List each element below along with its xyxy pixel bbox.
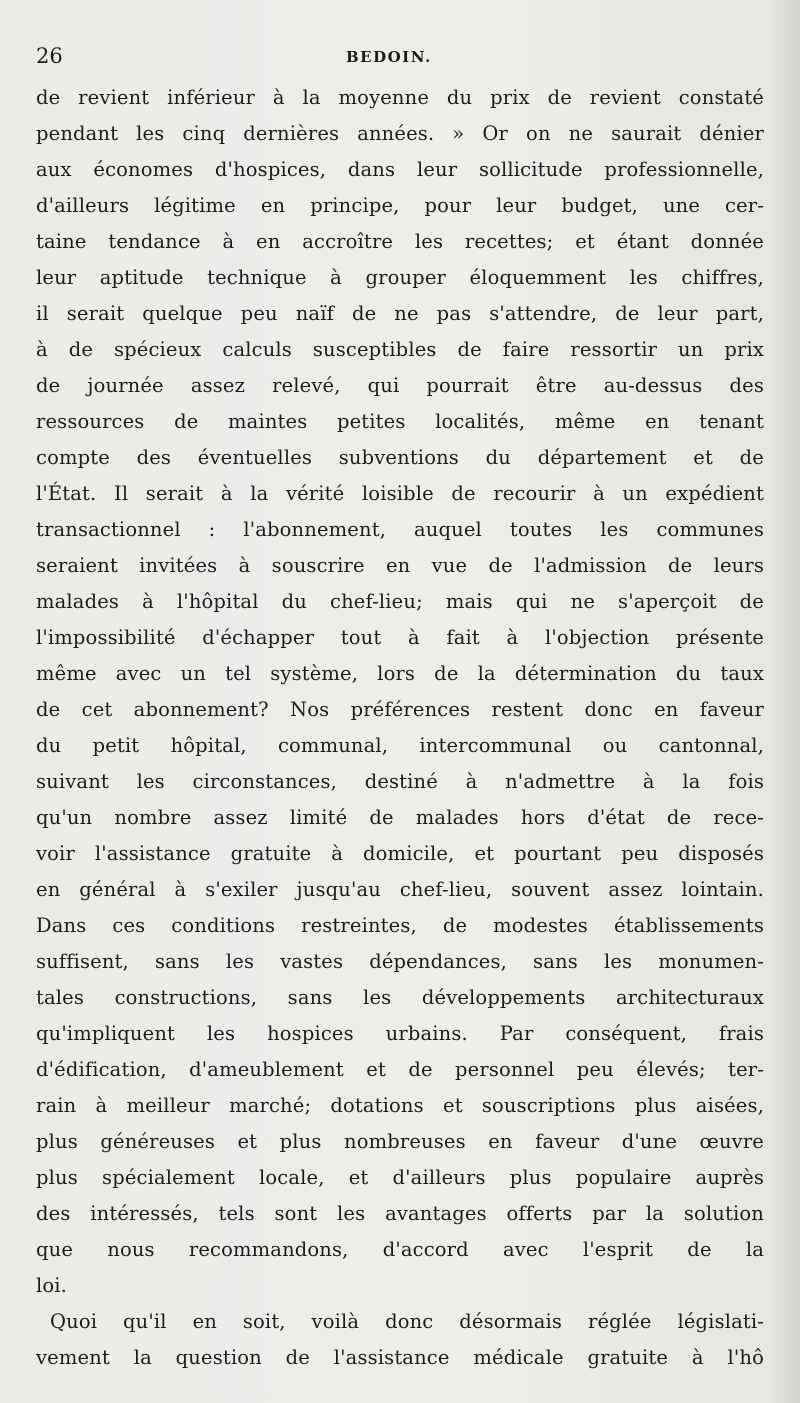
paragraph: [36, 1304, 764, 1376]
page-body: [36, 80, 764, 1376]
text-line: suffisent, sans les vastes dépendances, sans les monumen-: [36, 950, 764, 973]
text-line: ressources de maintes petites localités, même en tenant: [36, 410, 764, 433]
text-line: l'impossibilité d'échapper tout à fait à l'objection présente: [36, 626, 764, 649]
paragraph: [36, 80, 764, 1304]
text-line: de journée assez relevé, qui pourrait être au-dessus des: [36, 374, 764, 397]
text-line: des intéressés, tels sont les avantages offerts par la solution: [36, 1202, 764, 1225]
page-edge-shadow: [772, 0, 800, 1403]
text-line: transactionnel : l'abonnement, auquel toutes les communes: [36, 518, 764, 541]
text-line: seraient invitées à souscrire en vue de l'admission de leurs: [36, 554, 764, 577]
text-line: voir l'assistance gratuite à domicile, et pourtant peu disposés: [36, 842, 764, 865]
text-line: suivant les circonstances, destiné à n'admettre à la fois: [36, 770, 764, 793]
text-line: malades à l'hôpital du chef-lieu; mais qui ne s'aperçoit de: [36, 590, 764, 613]
text-line: du petit hôpital, communal, intercommunal ou cantonnal,: [36, 734, 764, 757]
text-line: rain à meilleur marché; dotations et souscriptions plus aisées,: [36, 1094, 764, 1117]
text-line: d'ailleurs légitime en principe, pour leur budget, une cer-: [36, 194, 764, 217]
text-line: Quoi qu'il en soit, voilà donc désormais réglée législati-: [50, 1310, 764, 1333]
text-line: l'État. Il serait à la vérité loisible de recourir à un expédient: [36, 482, 764, 505]
running-head: BEDOIN.: [346, 48, 432, 66]
text-line: même avec un tel système, lors de la détermination du taux: [36, 662, 764, 685]
text-line: qu'un nombre assez limité de malades hors d'état de rece-: [36, 806, 764, 829]
text-line: tales constructions, sans les développements architecturaux: [36, 986, 764, 1009]
text-line: que nous recommandons, d'accord avec l'esprit de la: [36, 1238, 764, 1261]
text-line: plus spécialement locale, et d'ailleurs plus populaire auprès: [36, 1166, 764, 1189]
text-line: leur aptitude technique à grouper éloquemment les chiffres,: [36, 266, 764, 289]
page-number: 26: [36, 44, 63, 68]
text-line: taine tendance à en accroître les recettes; et étant donnée: [36, 230, 764, 253]
text-line: il serait quelque peu naïf de ne pas s'attendre, de leur part,: [36, 302, 764, 325]
text-line: en général à s'exiler jusqu'au chef-lieu, souvent assez lointain.: [36, 878, 764, 901]
text-line: de cet abonnement? Nos préférences restent donc en faveur: [36, 698, 764, 721]
text-line: compte des éventuelles subventions du département et de: [36, 446, 764, 469]
text-line: aux économes d'hospices, dans leur sollicitude professionnelle,: [36, 158, 764, 181]
page-header: [36, 44, 764, 76]
text-line: loi.: [36, 1274, 68, 1297]
text-line: d'édification, d'ameublement et de personnel peu élevés; ter-: [36, 1058, 764, 1081]
text-line: à de spécieux calculs susceptibles de faire ressortir un prix: [36, 338, 764, 361]
text-line: vement la question de l'assistance médicale gratuite à l'hô: [36, 1346, 764, 1369]
text-line: plus généreuses et plus nombreuses en faveur d'une œuvre: [36, 1130, 764, 1153]
text-line: de revient inférieur à la moyenne du prix de revient constaté: [36, 86, 764, 109]
text-line: pendant les cinq dernières années. » Or on ne saurait dénier: [36, 122, 764, 145]
text-line: qu'impliquent les hospices urbains. Par conséquent, frais: [36, 1022, 764, 1045]
text-line: Dans ces conditions restreintes, de modestes établissements: [36, 914, 764, 937]
